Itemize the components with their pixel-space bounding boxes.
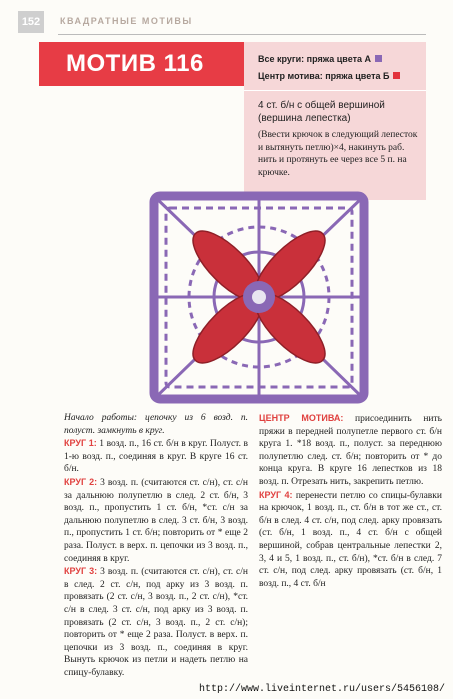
motif-title-banner bbox=[39, 42, 244, 86]
center-label: ЦЕНТР МОТИВА: bbox=[259, 413, 344, 423]
round-1-text: 1 возд. п., 16 ст. б/н в круг. Полуст. в 1-ю возд. п., соединяя в круг. В круге 16 ст. б/н. bbox=[64, 439, 249, 475]
round-3-label: КРУГ 3: bbox=[64, 566, 98, 577]
round-4 bbox=[259, 489, 442, 591]
box-divider bbox=[244, 90, 426, 91]
special-stitch-instructions: (Ввести крючок в следующий лепесток и вытянуть петлю)×4, накинуть раб. нить и протянуть ее через все 5 п. на крючке. bbox=[258, 130, 418, 178]
motif-photo bbox=[148, 190, 370, 405]
round-4-text: перенести петлю со спицы-булавки на крючок, 1 возд. п., ст. б/н в тот же ст., ст. б/н в след. 4 ст. с/н, под след. арку провязать (ст. б/н, 1 возд. п., 4 ст. б/н с общей вершиной, собрав центральные лепестки 2, 3, 4 и 5, 1 возд. п., ст. б/н), *ст. б/н в след. 7 ст. с/н, под след. арку провязать (ст. б/н, 1 возд. п., 4 ст. б/н bbox=[259, 490, 442, 589]
source-url: http://www.liveinternet.ru/users/5456108/ bbox=[198, 684, 445, 695]
round-3-text: 3 возд. п. (считаются ст. с/н), ст. с/н в след. 2 ст. с/н, под арку из 3 возд. п. провязать (2 ст. с/н, 3 возд. п., 2 ст. с/н), *ст. с/н в след. 3 ст. с/н, под арку из 3 возд. п. провязать (2 ст. с/н, 3 возд. п., 2 ст. с/н); повторить от * еще 2 раза. Полуст. в верх. п. цепочки из 3 возд. п., соединяя в круг. Вынуть крючок из петли и надеть петлю на спицу-булавку. bbox=[64, 567, 248, 678]
legend-center bbox=[258, 71, 400, 81]
center-round bbox=[259, 412, 442, 489]
motif-title: МОТИВ 116 bbox=[66, 50, 204, 77]
info-box bbox=[244, 42, 426, 200]
header-rule bbox=[58, 34, 426, 35]
legend-all-rounds bbox=[258, 54, 382, 64]
round-1-label: КРУГ 1: bbox=[64, 438, 97, 449]
color-a-swatch bbox=[375, 55, 382, 62]
section-title: КВАДРАТНЫЕ МОТИВЫ bbox=[60, 16, 193, 26]
legend-all-rounds-text: Все круги: пряжа цвета А bbox=[258, 54, 371, 64]
pattern-column-left bbox=[64, 412, 248, 679]
page-number: 152 bbox=[18, 11, 44, 33]
intro-text: Начало работы: цепочку из 6 возд. п. полуст. замкнуть в круг. bbox=[64, 413, 248, 436]
color-b-swatch bbox=[393, 72, 400, 79]
round-2 bbox=[64, 476, 248, 565]
round-3 bbox=[64, 565, 248, 679]
round-1 bbox=[64, 437, 248, 476]
center-text: присоединить нить пряжи в передней полупетле первого ст. б/н круга 1. *18 возд. п., полуст. за переднюю полупетлю след. ст. б/н; повторить от * до конца круга. В круге 16 лепестков из 18 возд. п. Отрезать нить, закрепить петлю. bbox=[259, 414, 442, 487]
round-2-text: 3 возд. п. (считаются ст. с/н), ст. с/н за дальнюю полупетлю в след. 2 ст. б/н, 3 возд. п., пропустить 1 ст. б/н, *ст. с/н за дальнюю полупетлю в след. 3 ст. б/н, 3 возд. п., пропустить 1 ст. б/н; повторить от * еще 2 раза. Полуст. в верх. п. цепочки из 3 возд. п., соединяя в круг. bbox=[64, 477, 248, 564]
special-stitch-name: 4 ст. б/н с общей вершиной (вершина лепестка) bbox=[258, 100, 385, 124]
round-2-label: КРУГ 2: bbox=[64, 476, 98, 487]
motif-center-hole bbox=[252, 290, 266, 304]
legend-center-text: Центр мотива: пряжа цвета Б bbox=[258, 71, 390, 81]
pattern-column-right bbox=[259, 412, 442, 590]
round-4-label: КРУГ 4: bbox=[259, 489, 293, 500]
